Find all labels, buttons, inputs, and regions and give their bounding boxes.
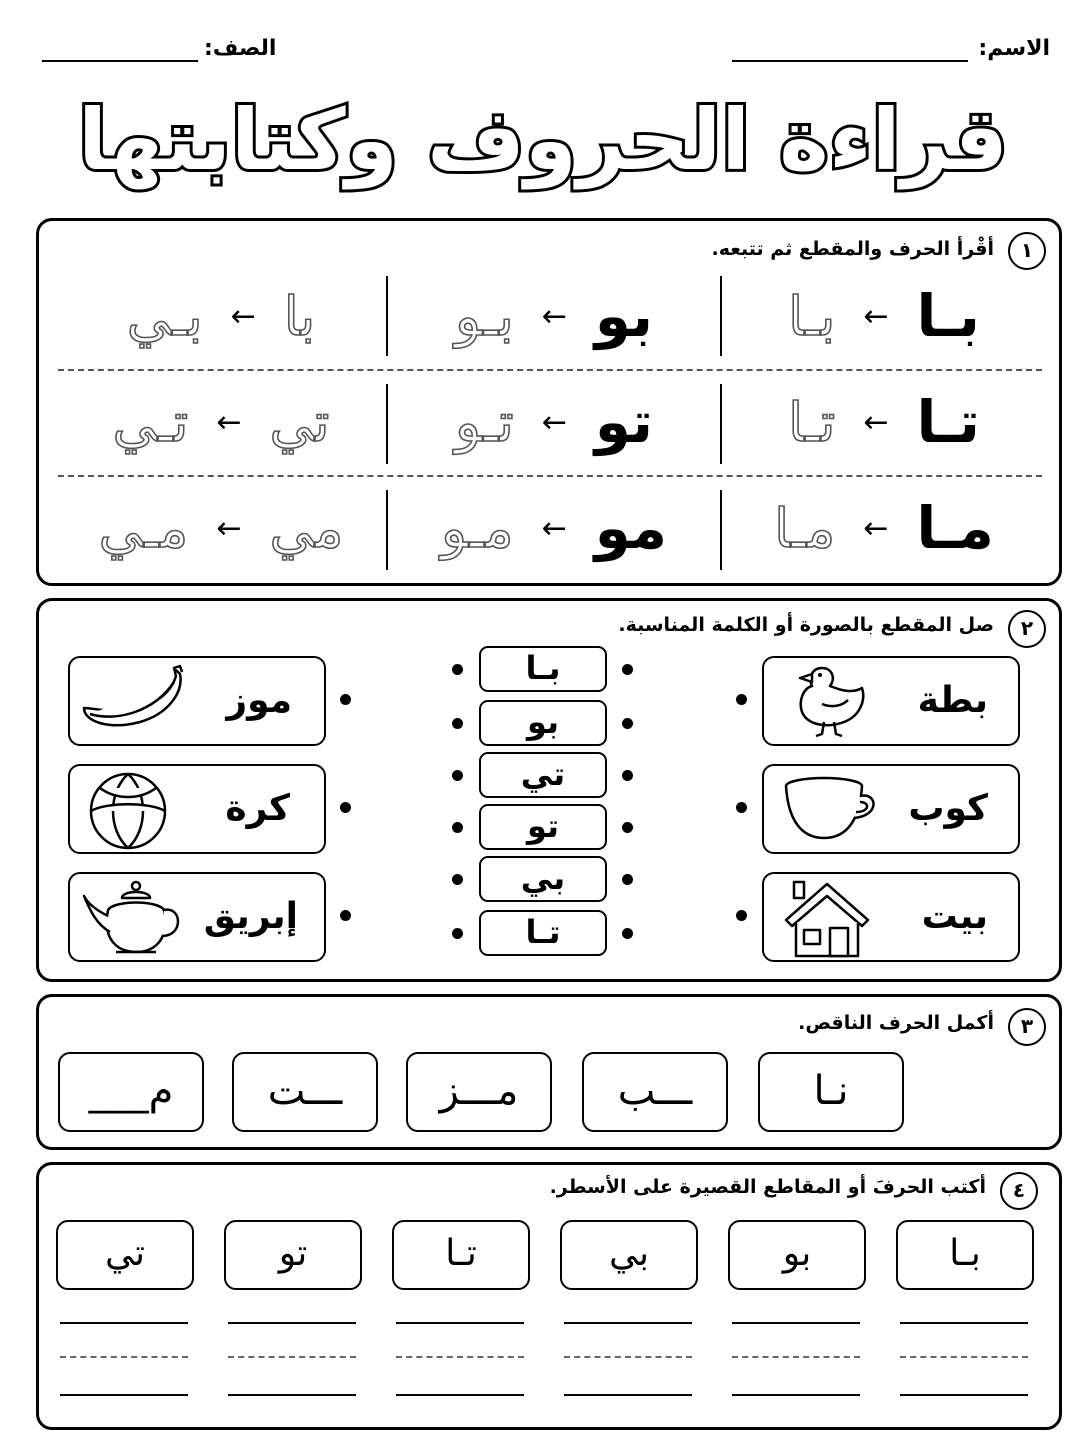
match-dot[interactable] (340, 694, 351, 705)
column-separator (386, 490, 388, 570)
house-icon (782, 880, 872, 958)
match-dot[interactable] (452, 770, 463, 781)
picture-word: إبريق (203, 896, 298, 937)
match-dot[interactable] (736, 694, 747, 705)
arrow-icon: ← (541, 404, 567, 440)
read-trace-cell (56, 374, 386, 470)
syllable-card: بي (479, 856, 607, 902)
syllable-box: بو (728, 1220, 866, 1290)
picture-card-duck (762, 656, 1020, 746)
arrow-icon: ← (541, 298, 567, 334)
syllable-box: بـا (896, 1220, 1034, 1290)
missing-letter-box[interactable]: م___ (58, 1052, 204, 1132)
read-trace-cell (388, 268, 720, 364)
read-trace-cell (56, 480, 386, 576)
section-instruction-2: صل المقطع بالصورة أو الكلمة المناسبة. (618, 614, 994, 636)
trace-syllable[interactable]: تـو (454, 390, 514, 454)
model-syllable: مي (269, 496, 344, 560)
column-separator (386, 276, 388, 356)
section-instruction-4: أكتب الحرفَ أو المقاطع القصيرة على الأسطر. (549, 1176, 986, 1198)
picture-word: بطة (917, 680, 988, 721)
syllable-box: تي (56, 1220, 194, 1290)
syllable-card: تي (479, 752, 607, 798)
syllable-card: بـا (479, 646, 607, 692)
read-trace-cell (722, 480, 1046, 576)
writing-line[interactable] (564, 1394, 692, 1396)
cup-icon (782, 772, 882, 848)
column-separator (720, 384, 722, 464)
writing-guide-line (900, 1356, 1028, 1358)
writing-guide-line (564, 1356, 692, 1358)
arrow-icon: ← (863, 510, 889, 546)
trace-syllable[interactable]: مـو (440, 496, 514, 560)
trace-syllable[interactable]: مـي (98, 496, 189, 560)
syllable-card: بو (479, 700, 607, 746)
writing-line[interactable] (228, 1394, 356, 1396)
column-separator (720, 490, 722, 570)
section-instruction-3: أكمل الحرف الناقص. (798, 1012, 994, 1034)
name-field[interactable] (732, 60, 968, 62)
arrow-icon: ← (216, 510, 242, 546)
trace-syllable[interactable]: بـو (454, 284, 514, 348)
writing-guide-line (60, 1356, 188, 1358)
arrow-icon: ← (216, 404, 242, 440)
match-dot[interactable] (622, 718, 633, 729)
picture-card-ball (68, 764, 326, 854)
row-divider (58, 475, 1042, 477)
picture-word: بيت (921, 896, 988, 937)
writing-line[interactable] (396, 1394, 524, 1396)
writing-guide-line (732, 1356, 860, 1358)
trace-syllable[interactable]: مـا (774, 496, 836, 560)
section-number-1: ١ (1008, 232, 1046, 270)
writing-guide-line (396, 1356, 524, 1358)
arrow-icon: ← (863, 298, 889, 334)
writing-line[interactable] (396, 1322, 524, 1324)
missing-letter-box[interactable]: ـــت (232, 1052, 378, 1132)
match-dot[interactable] (452, 822, 463, 833)
read-trace-cell (388, 480, 720, 576)
match-dot[interactable] (736, 910, 747, 921)
section-number-2: ٢ (1008, 610, 1046, 648)
picture-word: كوب (908, 788, 988, 829)
column-separator (386, 384, 388, 464)
writing-line[interactable] (732, 1322, 860, 1324)
trace-syllable[interactable]: بـي (126, 284, 203, 348)
syllable-box: تـا (392, 1220, 530, 1290)
name-label: الاسم: (978, 36, 1050, 61)
writing-line[interactable] (60, 1394, 188, 1396)
teapot-icon (82, 880, 192, 958)
model-syllable: مو (594, 494, 668, 562)
match-dot[interactable] (452, 718, 463, 729)
read-trace-cell (56, 268, 386, 364)
missing-letter-box[interactable]: نـا (758, 1052, 904, 1132)
picture-word: كرة (225, 788, 290, 829)
trace-syllable[interactable]: تـا (788, 390, 836, 454)
model-syllable: مـا (916, 494, 994, 562)
match-dot[interactable] (736, 802, 747, 813)
missing-letter-box[interactable]: ـــب (582, 1052, 728, 1132)
arrow-icon: ← (863, 404, 889, 440)
match-dot[interactable] (622, 770, 633, 781)
duck-icon (782, 664, 872, 740)
match-dot[interactable] (622, 928, 633, 939)
picture-card-banana (68, 656, 326, 746)
section-number-3: ٣ (1008, 1008, 1046, 1046)
class-field[interactable] (42, 60, 198, 62)
match-dot[interactable] (622, 874, 633, 885)
section-instruction-1: أقْرأ الحرف والمقطع ثم تتبعه. (711, 238, 994, 260)
section-number-4: ٤ (1000, 1172, 1038, 1210)
trace-syllable[interactable]: بـا (788, 284, 836, 348)
writing-line[interactable] (732, 1394, 860, 1396)
syllable-card: تو (479, 804, 607, 850)
match-dot[interactable] (340, 910, 351, 921)
match-dot[interactable] (622, 822, 633, 833)
picture-card-house (762, 872, 1020, 962)
match-dot[interactable] (452, 874, 463, 885)
writing-line[interactable] (564, 1322, 692, 1324)
match-dot[interactable] (452, 928, 463, 939)
match-dot[interactable] (340, 802, 351, 813)
read-trace-cell (722, 268, 1046, 364)
writing-line[interactable] (900, 1394, 1028, 1396)
model-syllable: تو (594, 388, 654, 456)
banana-icon (80, 664, 190, 740)
column-separator (720, 276, 722, 356)
read-trace-cell (388, 374, 720, 470)
model-syllable: بـا (916, 282, 980, 350)
trace-syllable[interactable]: تـي (112, 390, 189, 454)
match-dot[interactable] (452, 664, 463, 675)
model-syllable: بو (594, 282, 654, 350)
writing-line[interactable] (900, 1322, 1028, 1324)
syllable-box: بي (560, 1220, 698, 1290)
writing-line[interactable] (228, 1322, 356, 1324)
model-syllable: تي (269, 390, 330, 454)
model-syllable: با (283, 284, 316, 348)
match-dot[interactable] (622, 664, 633, 675)
picture-card-teapot (68, 872, 326, 962)
worksheet-title: قراءة الحروف وكتابتها (78, 91, 1008, 189)
read-trace-cell (722, 374, 1046, 470)
picture-word: موز (226, 680, 292, 721)
missing-letter-box[interactable]: مـــز (406, 1052, 552, 1132)
writing-line[interactable] (60, 1322, 188, 1324)
syllable-box: تو (224, 1220, 362, 1290)
picture-card-cup (762, 764, 1020, 854)
arrow-icon: ← (541, 510, 567, 546)
model-syllable: تـا (916, 388, 980, 456)
arrow-icon: ← (230, 298, 256, 334)
writing-guide-line (228, 1356, 356, 1358)
row-divider (58, 369, 1042, 371)
ball-icon (86, 772, 170, 850)
class-label: الصف: (204, 36, 277, 61)
section-write (36, 1162, 1062, 1430)
syllable-card: تـا (479, 910, 607, 956)
